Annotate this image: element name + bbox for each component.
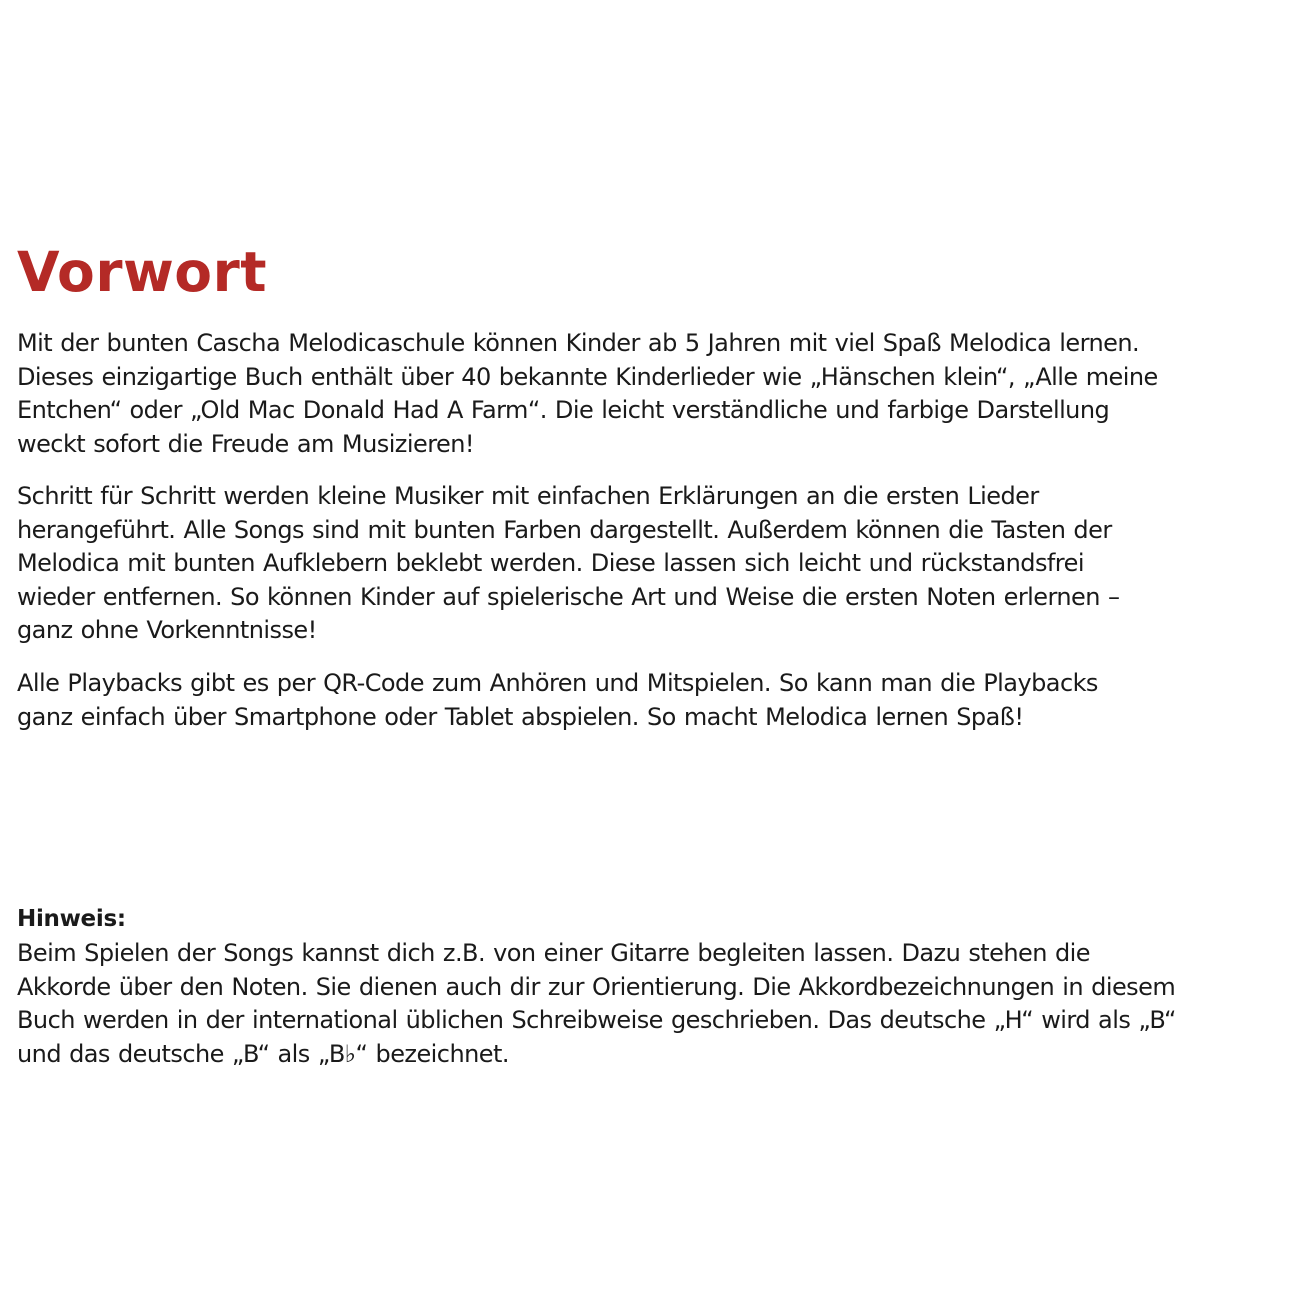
paragraph-line: ganz ohne Vorkenntnisse!: [17, 616, 317, 644]
playback-paragraph: [17, 667, 1098, 734]
paragraph-line: und das deutsche „B“ als „B♭“ bezeichnet.: [17, 1039, 509, 1068]
paragraph-line: Alle Playbacks gibt es per QR-Code zum Anhören und Mitspielen. So kann man die Playbacks: [17, 669, 1098, 697]
page-title: Vorwort: [17, 240, 267, 304]
paragraph-line: weckt sofort die Freude am Musizieren!: [17, 429, 474, 458]
paragraph-line: ganz einfach über Smartphone oder Tablet abspielen. So macht Melodica lernen Spaß!: [17, 702, 1024, 731]
paragraph-line: Buch werden in der international üblichen Schreibweise geschrieben. Das deutsche „H“ wird als „B“: [17, 1006, 1176, 1034]
paragraph-line: wieder entfernen. So können Kinder auf spielerische Art und Weise die ersten Noten erlernen –: [17, 582, 1120, 611]
method-paragraph: [17, 480, 1119, 648]
note-paragraph: [17, 937, 1176, 1071]
paragraph-line: Entchen“ oder „Old Mac Donald Had A Farm“. Die leicht verständliche und farbige Darstellung: [17, 396, 1110, 424]
paragraph-line: Mit der bunten Cascha Melodicaschule können Kinder ab 5 Jahren mit viel Spaß Melodica lernen.: [17, 329, 1140, 357]
paragraph-line: Schritt für Schritt werden kleine Musiker mit einfachen Erklärungen an die ersten Lieder: [17, 482, 1039, 510]
paragraph-line: Akkorde über den Noten. Sie dienen auch dir zur Orientierung. Die Akkordbezeichnungen in diesem: [17, 972, 1176, 1001]
intro-paragraph: [17, 327, 1158, 461]
paragraph-line: herangeführt. Alle Songs sind mit bunten Farben dargestellt. Außerdem können die Tasten der: [17, 515, 1112, 544]
paragraph-line: Dieses einzigartige Buch enthält über 40 bekannte Kinderlieder wie „Hänschen klein“, „Alle meine: [17, 362, 1158, 391]
paragraph-line: Melodica mit bunten Aufklebern beklebt werden. Diese lassen sich leicht und rückstandsfrei: [17, 549, 1084, 577]
document-page: [17, 0, 1307, 1314]
paragraph-line: Beim Spielen der Songs kannst dich z.B. von einer Gitarre begleiten lassen. Dazu stehen die: [17, 939, 1091, 967]
note-heading: Hinweis:: [17, 906, 126, 932]
